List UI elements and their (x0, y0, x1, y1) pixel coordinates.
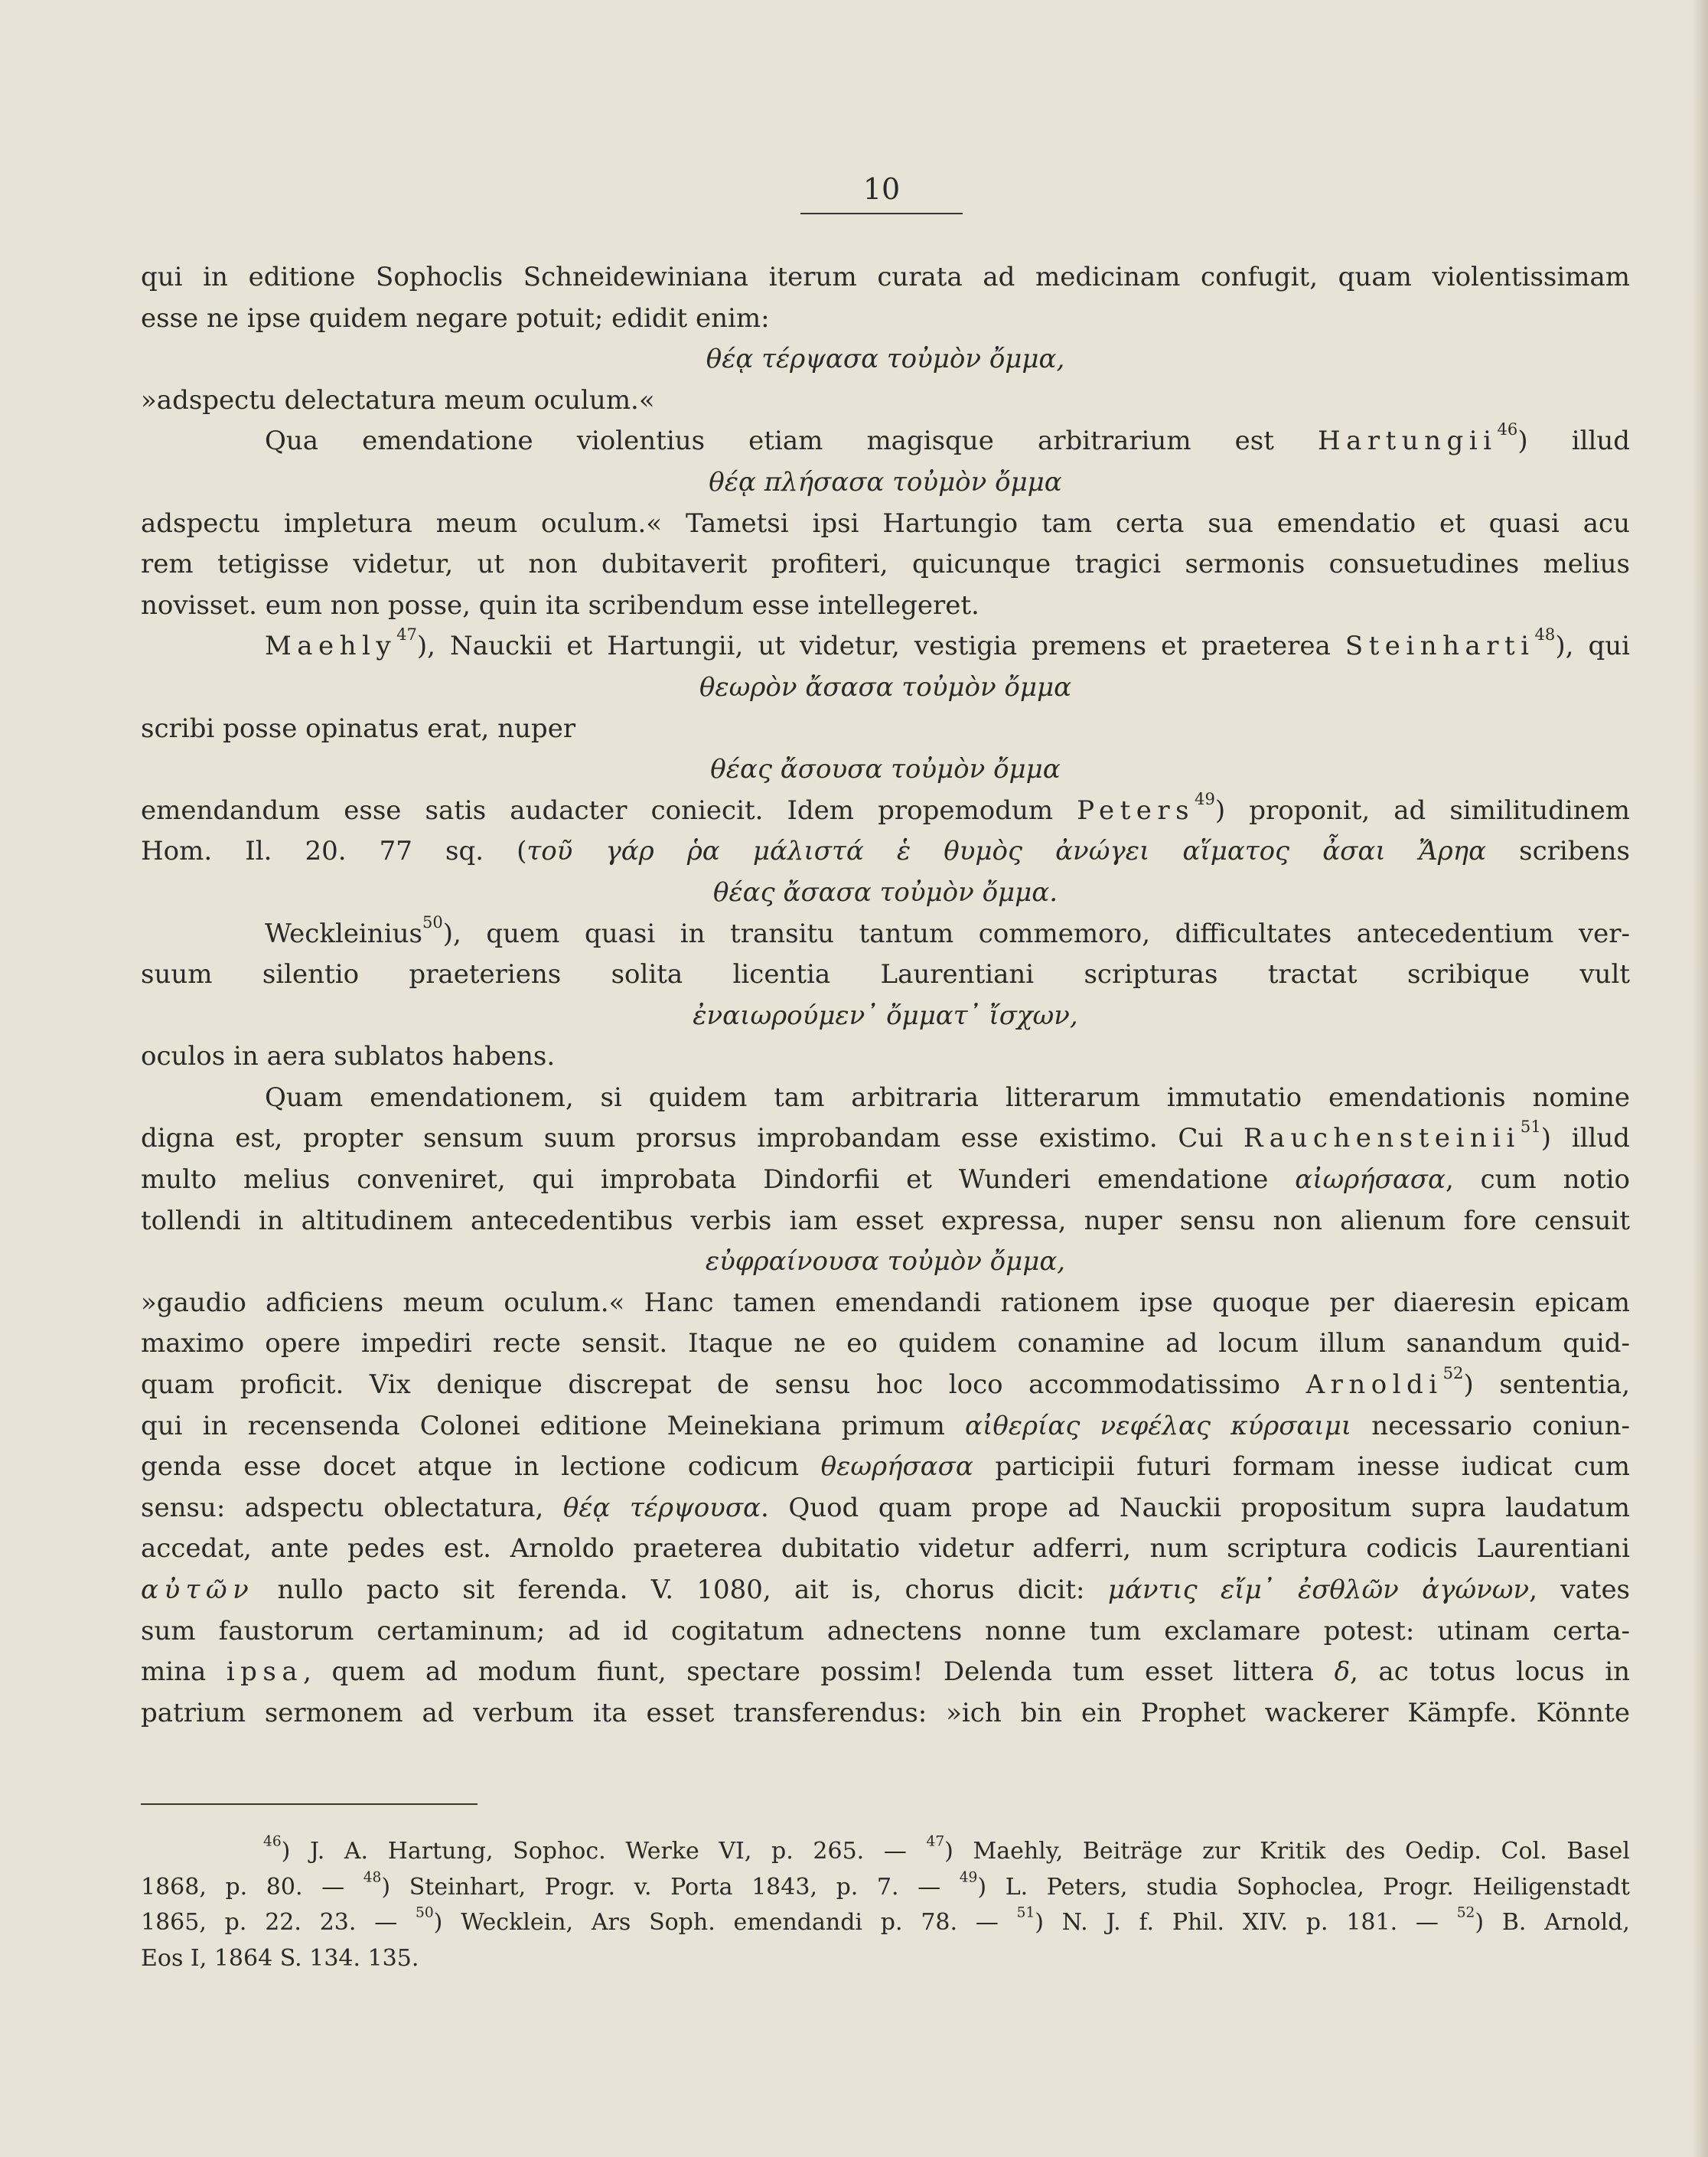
footnote-number: 51 (1016, 1904, 1035, 1921)
spaced-name: Steinharti (1345, 631, 1535, 662)
footnote-line (141, 1834, 1630, 1870)
text-run: , vates (1529, 1575, 1631, 1605)
text-line: novisset. eum non posse, quin ita scribendum esse intellegeret. (141, 589, 979, 621)
text-run: quam proficit. Vix denique discrepat de sensu hoc loco accommodatissimo (141, 1369, 1281, 1401)
text-run: emendandum esse satis audacter coniecit. Idem propemodum (141, 795, 1054, 826)
greek-verse: θέᾳ τέρψασα τοὐμὸν ὄμμα, (706, 344, 1065, 375)
spaced-name: Arnoldi (1305, 1369, 1443, 1401)
greek-verse: θεωρὸν ἄσασα τοὐμὸν ὄμμα (699, 671, 1072, 703)
greek-quote: αἰθερίας νεφέλας κύρσαιμι (965, 1410, 1352, 1441)
footnote-line (141, 1905, 1630, 1941)
text-run: ) illud (1540, 1123, 1630, 1154)
greek-quote: αὐτῶν (141, 1575, 255, 1605)
footnote-number: 48 (363, 1868, 382, 1885)
greek-verse: θέας ἄσουσα τοὐμὸν ὄμμα (710, 754, 1061, 785)
text-run: participii futuri formam inesse iudicat cum (973, 1451, 1630, 1483)
text-run: nullo pacto sit ferenda. V. 1080, ait is, chorus dicit: (254, 1575, 1108, 1605)
text-line: »adspectu delectatura meum oculum.« (141, 384, 655, 416)
page-number: 10 (862, 172, 901, 206)
text-run: , quem ad modum fiunt, spectare possim! Delenda tum esset littera (303, 1656, 1315, 1688)
text-line: rem tetigisse videtur, ut non dubitaverit profiteri, quicunque tragici sermonis consuetudines melius (141, 549, 1630, 580)
text-run: qui in recensenda Colonei editione Meinekiana primum (141, 1410, 945, 1441)
text-line: patrium sermonem ad verbum ita esset transferendus: »ich bin ein Prophet wackerer Kämpfe. Könnte (141, 1697, 1630, 1728)
footnote-line (141, 1870, 1630, 1906)
text-line (141, 626, 1630, 667)
spaced-word: ipsa (226, 1656, 304, 1688)
greek-quote: θέᾳ τέρψουσα (562, 1492, 761, 1523)
text-run: necessario coniun- (1351, 1410, 1630, 1441)
text-line: qui in editione Sophoclis Schneidewiniana iterum curata ad medicinam confugit, quam violentissimam (141, 262, 1630, 292)
text-line: tollendi in altitudinem antecedentibus verbis iam esset expressa, nuper sensu non alienum fore censuit (141, 1205, 1630, 1236)
text-line: esse ne ipse quidem negare potuit; edidit enim: (141, 302, 770, 334)
greek-letter: δ (1334, 1656, 1351, 1688)
text-line (141, 1118, 1630, 1160)
spaced-name: Peters (1077, 795, 1195, 826)
greek-verse: θέᾳ πλήσασα τοὐμὸν ὄμμα (709, 466, 1062, 498)
text-line (141, 1488, 1630, 1529)
greek-verse: θέας ἄσασα τοὐμὸν ὄμμα. (712, 876, 1058, 908)
footnote-text: ) Wecklein, Ars Soph. emendandi p. 78. — (433, 1909, 999, 1937)
text-run: ) illud (1517, 426, 1630, 457)
greek-quote: μάντις εἴμ᾽ ἐσθλῶν ἀγώνων (1107, 1575, 1530, 1605)
footnote-rule (141, 1803, 478, 1805)
spaced-name: Rauchensteinii (1243, 1123, 1521, 1154)
footnote-line: Eos I, 1864 S. 134. 135. (141, 1944, 419, 1972)
text-run: . Quod quam prope ad Nauckii propositum supra laudatum (761, 1492, 1631, 1523)
footnote-ref: 46 (1497, 419, 1518, 439)
text-line (141, 1160, 1630, 1201)
footnote-number: 47 (926, 1833, 945, 1850)
footnote-text: ) Maehly, Beiträge zur Kritik des Oedip. Col. Basel (944, 1838, 1631, 1865)
text-line: scribi posse opinatus erat, nuper (141, 713, 576, 744)
footnote-text: ) N. J. f. Phil. XIV. p. 181. — (1035, 1909, 1439, 1937)
text-run: , ac totus locus in (1350, 1656, 1630, 1688)
text-line (141, 831, 1630, 873)
footnote-ref: 51 (1520, 1117, 1541, 1137)
text-line (141, 788, 1630, 832)
text-line (141, 1570, 1630, 1611)
text-run: ), Nauckii et Hartungii, ut videtur, vestigia premens et praeterea (416, 631, 1331, 662)
footnotes (141, 1834, 1630, 1976)
spaced-name: Maehly (265, 631, 397, 662)
text-line (141, 421, 1630, 462)
text-line (141, 1365, 1630, 1406)
text-run: genda esse docet atque in lectione codicum (141, 1451, 800, 1483)
greek-verse: ἐναιωρούμεν᾽ ὄμματ᾽ ἴσχων, (693, 1000, 1078, 1031)
greek-verse: εὐφραίνουσα τοὐμὸν ὄμμα, (705, 1246, 1066, 1278)
text-run: ), quem quasi in transitu tantum commemoro, difficultates antecedentium ver- (442, 918, 1630, 949)
footnote-text: ) L. Peters, studia Sophoclea, Progr. Heiligenstadt (977, 1873, 1630, 1901)
text-run: ), qui (1555, 631, 1630, 662)
text-line: »gaudio adficiens meum oculum.« Hanc tamen emendandi rationem ipse quoque per diaeresin epicam (141, 1287, 1630, 1318)
footnote-text: ) B. Arnold, (1475, 1909, 1630, 1937)
footnote-ref: 48 (1534, 625, 1556, 644)
footnote-ref: 47 (396, 625, 417, 644)
footnote-number: 50 (416, 1904, 434, 1921)
text-run: sensu: adspectu oblectatura, (141, 1492, 544, 1523)
page-number-rule (800, 213, 963, 214)
footnote-number: 49 (959, 1868, 978, 1885)
greek-quote: αἰωρήσασα (1295, 1164, 1446, 1196)
text-line (141, 914, 1630, 955)
text-line: maximo opere impediri recte sensit. Itaque ne eo quidem conamine ad locum illum sanandum quid- (141, 1328, 1630, 1359)
text-line: sum faustorum certaminum; ad id cogitatum adnectens nonne tum exclamare potest: utinam certa- (141, 1615, 1630, 1646)
footnote-number: 52 (1456, 1904, 1475, 1921)
footnote-ref: 49 (1195, 788, 1215, 808)
text-line (141, 1447, 1630, 1488)
footnote-number: 46 (263, 1833, 282, 1850)
footnote-text: ) J. A. Hartung, Sophoc. Werke VI, p. 265. — (281, 1838, 907, 1865)
text-run: Hom. Il. 20. 77 sq. ( (141, 836, 527, 867)
spaced-name: Hartungii (1318, 426, 1498, 457)
text-run: Weckleinius (265, 918, 422, 949)
text-run: Qua emendatione violentius etiam magisque arbitrarium est (265, 426, 1274, 457)
text-run: digna est, propter sensum suum prorsus improbandam esse existimo. Cui (141, 1123, 1224, 1154)
text-line (141, 1406, 1630, 1447)
text-line: adspectu impletura meum oculum.« Tametsi ipsi Hartungio tam certa sua emendatio et quasi acu (141, 507, 1630, 539)
text-run: ) sententia, (1463, 1369, 1631, 1401)
text-run: , cum notio (1445, 1164, 1630, 1196)
footnote-text: ) Steinhart, Progr. v. Porta 1843, p. 7. — (381, 1873, 941, 1901)
text-line: oculos in aera sublatos habens. (141, 1041, 556, 1072)
text-run: ) proponit, ad similitudinem (1214, 795, 1630, 826)
text-run: mina (141, 1656, 207, 1688)
footnote-text: 1865, p. 22. 23. — (141, 1909, 398, 1937)
text-line: Quam emendationem, si quidem tam arbitraria litterarum immutatio emendationis nomine (265, 1082, 1630, 1113)
text-run: multo melius conveniret, qui improbata Dindorfii et Wunderi emendatione (141, 1164, 1269, 1196)
page-edge-shadow (1691, 0, 1708, 2157)
main-text (141, 257, 1630, 1734)
footnote-text: 1868, p. 80. — (141, 1873, 345, 1901)
text-run: scribens (1486, 836, 1630, 867)
footnote-ref: 52 (1442, 1363, 1464, 1383)
text-line (141, 1652, 1630, 1693)
greek-quote: τοῦ γάρ ῥα μάλιστά ἑ θυμὸς ἀνώγει αἵματος ἆσαι Ἄρηα (526, 836, 1487, 867)
footnote-ref: 50 (422, 912, 443, 932)
greek-quote: θεωρήσασα (820, 1451, 973, 1483)
text-line: accedat, ante pedes est. Arnoldo praeterea dubitatio videtur adferri, num scriptura codicis Laurentiani (141, 1533, 1630, 1565)
text-line: suum silentio praeteriens solita licentia Laurentiani scripturas tractat scribique vult (141, 959, 1630, 990)
